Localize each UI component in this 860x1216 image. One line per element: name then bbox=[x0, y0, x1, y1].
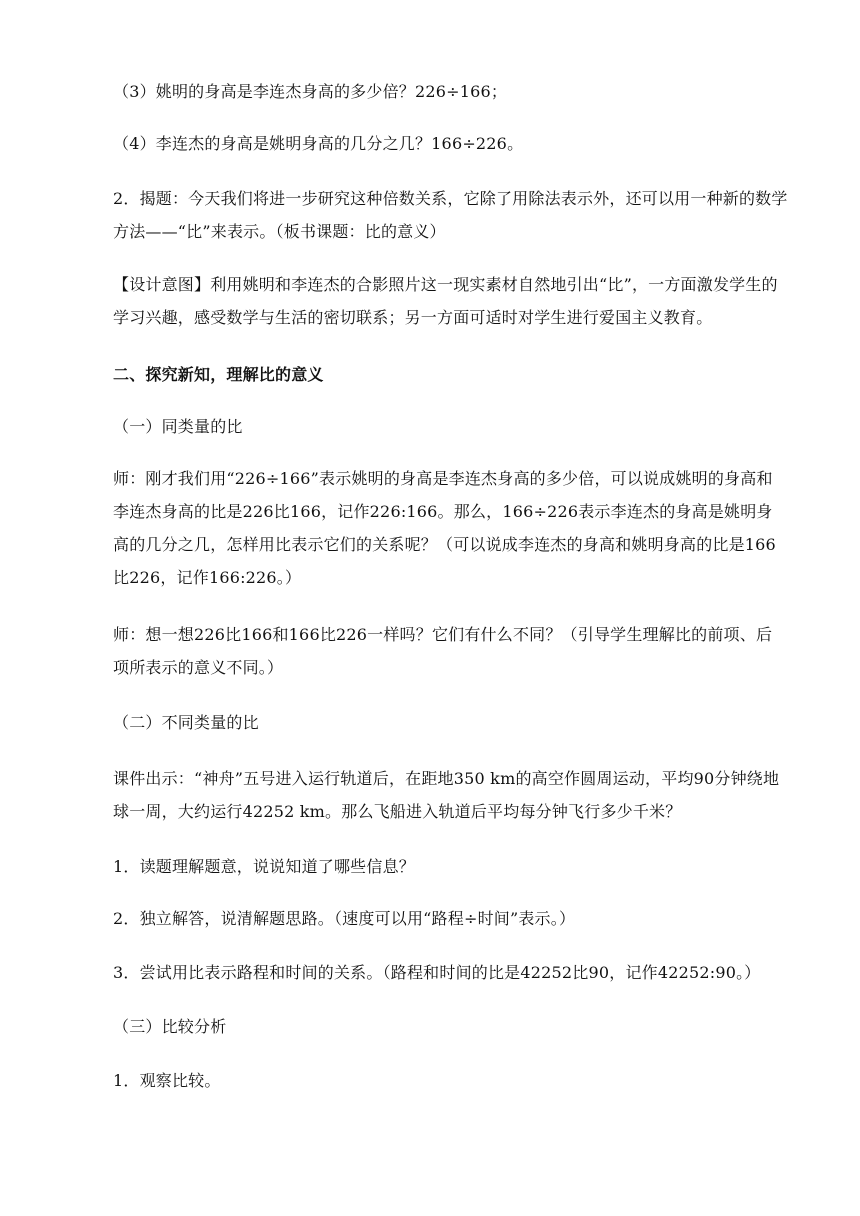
teacher-paragraph-2: 师：想一想226比166和166比226一样吗？它们有什么不同？（引导学生理解比的前项、后项所表示的意义不同。） bbox=[113, 625, 773, 677]
subsection-heading-different-type: （二）不同类量的比 bbox=[113, 713, 259, 732]
courseware-paragraph: 课件出示：“神舟”五号进入运行轨道后，在距地350 km的高空作圆周运动，平均90分钟绕地球一周，大约运行42252 km。那么飞船进入轨道后平均每分钟飞行多少千米？ bbox=[113, 769, 780, 821]
sub-question-3: （3）姚明的身高是李连杰身高的多少倍？226÷166； bbox=[113, 82, 508, 101]
design-intent-paragraph: 【设计意图】利用姚明和李连杰的合影照片这一现实素材自然地引出“比”，一方面激发学生的学习兴趣，感受数学与生活的密切联系；另一方面可适时对学生进行爱国主义教育。 bbox=[113, 275, 778, 327]
section-heading-explore: 二、探究新知，理解比的意义 bbox=[113, 365, 324, 384]
step-2-paragraph: 2．独立解答，说清解题思路。（速度可以用“路程÷时间”表示。） bbox=[113, 909, 576, 928]
sub-question-4: （4）李连杰的身高是姚明身高的几分之几？166÷226。 bbox=[113, 134, 524, 153]
topic-reveal-paragraph: 2．揭题：今天我们将进一步研究这种倍数关系，它除了用除法表示外，还可以用一种新的数学方法——“比”来表示。（板书课题：比的意义） bbox=[113, 189, 788, 241]
observe-compare-paragraph: 1．观察比较。 bbox=[113, 1071, 221, 1090]
teacher-paragraph-1: 师：刚才我们用“226÷166”表示姚明的身高是李连杰身高的多少倍，可以说成姚明的身高和李连杰身高的比是226比166，记作226:166。那么，166÷226表示李连杰的身高是姚明身高的几分之几，怎样用比表示它们的关系呢？（可以说成李连杰的身高和姚明身高的比是166比226，记作166:226。） bbox=[113, 469, 776, 587]
step-3-paragraph: 3．尝试用比表示路程和时间的关系。（路程和时间的比是42252比90，记作42252:90。） bbox=[113, 963, 761, 982]
subsection-heading-same-type: （一）同类量的比 bbox=[113, 417, 243, 436]
step-1-paragraph: 1．读题理解题意，说说知道了哪些信息？ bbox=[113, 857, 415, 876]
subsection-heading-compare: （三）比较分析 bbox=[113, 1017, 227, 1036]
